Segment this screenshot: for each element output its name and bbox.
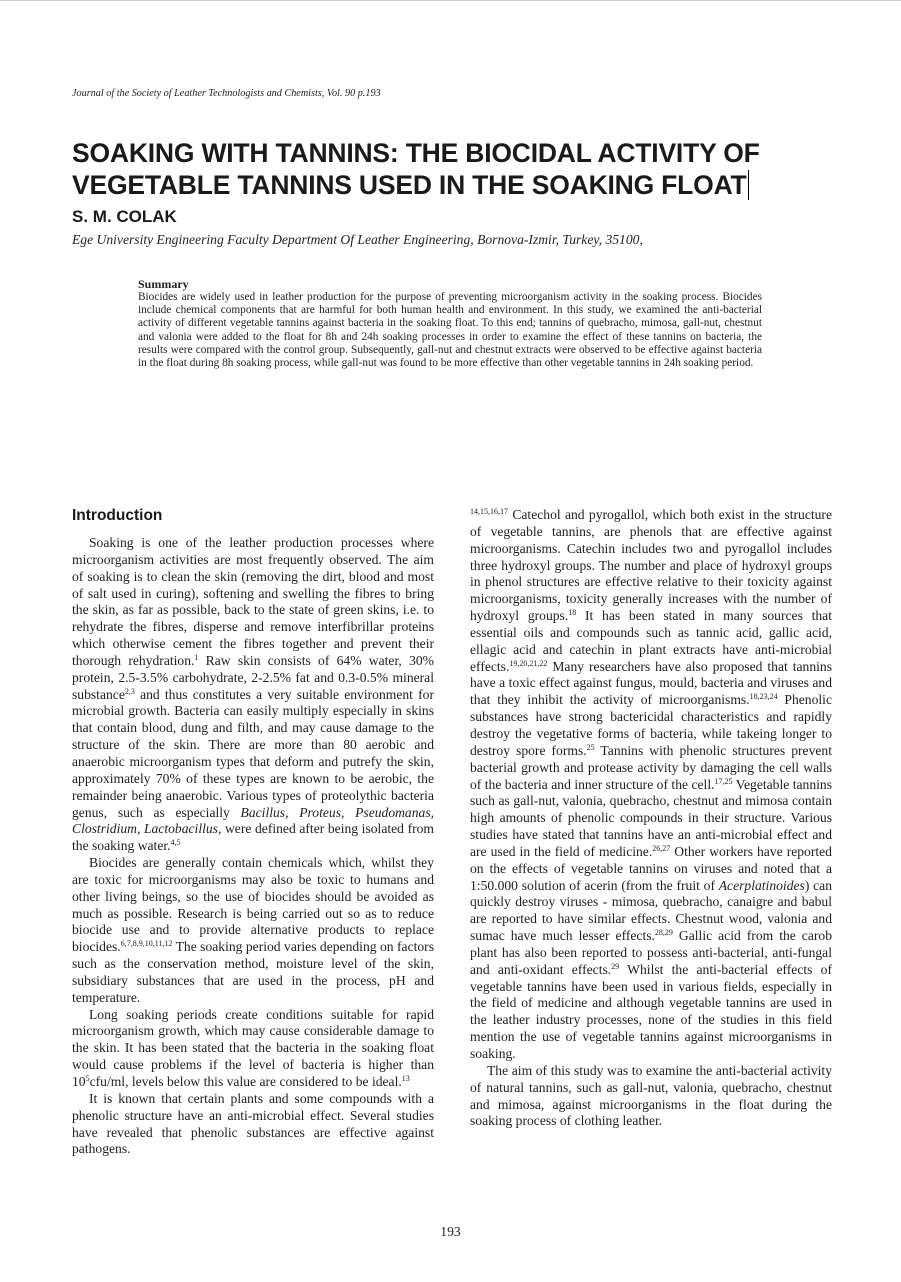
intro-paragraph-5: The aim of this study was to examine the anti-bacterial activity of natural tannins, such as gall-nut, valonia, quebracho, chestnut and mimosa, against microorganisms in the float during the soaking process of clothing leather. bbox=[470, 1062, 832, 1129]
citation-ref: 1 bbox=[194, 652, 199, 662]
text-run: The soaking period varies depending on factors such as the conservation method, moisture level of the skin, subsidiary substances that are used in the process, pH and temperature. bbox=[72, 939, 434, 1005]
species-name: Acerplatinoides bbox=[718, 877, 805, 893]
citation-ref: 17,25 bbox=[714, 776, 733, 786]
text-run: Long soaking periods create conditions suitable for rapid microorganism growth, which may cause considerable damage to the skin. It has been stated that the bacteria in the soaking float would cause problems if the level of bacteria is higher than 10 bbox=[72, 1006, 434, 1089]
text-run: ) can quickly destroy viruses - mimosa, quebracho, canaigre and babul are reported to have similar effects. Chestnut wood, valonia and sumac have much lesser effects. bbox=[470, 877, 832, 944]
author-name: S. M. COLAK bbox=[72, 207, 177, 226]
title-line-2: VEGETABLE TANNINS USED IN THE SOAKING FLOAT bbox=[72, 170, 747, 200]
title-line-1: SOAKING WITH TANNINS: THE BIOCIDAL ACTIVITY OF bbox=[72, 138, 760, 168]
text-run: and thus constitutes a very suitable environment for microbial growth. Bacteria can easily multiply especially in skins that contain blood, dung and filth, and may cause damage to the structure of the skin. There are more than 80 aerobic and anaerobic microorganism types that deform and putrefy the skin, approximately 70% of these types are known to be aerobic, the remainder being anaerobic. Various types of proteolythic bacteria genus, such as especially bbox=[72, 686, 434, 820]
citation-ref: 6,7,8,9,10,11,12 bbox=[120, 939, 173, 949]
article-title bbox=[72, 137, 852, 201]
text-run: It has been stated in many sources that essential oils and compounds such as tannic acid, gallic acid, ellagic acid and catechin in plant extracts have anti-microbial effects. bbox=[470, 608, 832, 674]
intro-paragraph-4-cont bbox=[470, 507, 832, 1063]
exponent: 5 bbox=[85, 1074, 90, 1083]
summary-text: Biocides are widely used in leather production for the purpose of preventing microorganism activity in the soaking process. Biocides include chemical components that are harmful for both human health and environment. In this study, we examined the anti-bacterial activity of different vegetable tannins against bacteria in the soaking float. To this end; tannins of quebracho, mimosa, gall-nut, chestnut and valonia were added to the float for 8h and 24h soaking processes in order to examine the effect of these tannins on bacteria, the results were compared with the control group. Subsequently, gall-nut and chestnut extracts were observed to be effective against bacteria in the float during 8h soaking process, while gall-nut was found to be more effective than other vegetable tannins in 24h soaking period. bbox=[138, 291, 762, 370]
text-run: Biocides are generally contain chemicals which, whilst they are toxic for microorganisms may also be toxic to humans and other living beings, so the use of biocides should be avoided as much as possible. Research is being carried out so as to reduce biocide use and to provide alternative products to replace biocides. bbox=[72, 855, 434, 955]
summary-section bbox=[138, 277, 762, 370]
text-run: cfu/ml, levels below this value are considered to be ideal. bbox=[89, 1074, 402, 1089]
text-run: Other workers have reported on the effects of vegetable tannins on viruses and noted that a 1:50.000 solution of acerin (from the fruit of bbox=[470, 843, 832, 893]
citation-ref: 25 bbox=[586, 742, 595, 752]
citation-ref: 28,29 bbox=[654, 928, 673, 938]
text-run: Tannins with phenolic structures prevent bacterial growth and protease activity by damaging the cell walls of the bacteria and inner structure of the cell. bbox=[470, 742, 832, 792]
author-affiliation: Ege University Engineering Faculty Department Of Leather Engineering, Bornova-Izmir, Turkey, 35100, bbox=[72, 232, 643, 247]
text-run: Phenolic substances have strong bactericidal characteristics and rapidly destroy the vegetative forms of bacteria, while takeing longer to destroy spore forms. bbox=[470, 692, 832, 758]
intro-paragraph-2 bbox=[72, 855, 434, 1007]
text-cursor bbox=[748, 170, 750, 200]
right-column bbox=[470, 507, 832, 1130]
intro-paragraph-1 bbox=[72, 535, 434, 855]
citation-ref: 29 bbox=[611, 961, 620, 971]
citation-ref: 4,5 bbox=[170, 838, 181, 848]
intro-paragraph-3 bbox=[72, 1007, 434, 1091]
citation-ref: 19,20,21,22 bbox=[509, 658, 548, 668]
text-run: Catechol and pyrogallol, which both exist in the structure of vegetable tannins, are phenols that are effective against microorganisms. Catechin includes two and pyrogallol includes three hydroxyl groups. The number and place of hydroxyl groups in phenol structures are effective relative to their toxicity against microorganisms, toxicity generally increases with the number of hydroxyl groups. bbox=[470, 507, 832, 624]
left-column bbox=[72, 506, 434, 1158]
citation-ref: 18 bbox=[568, 608, 577, 618]
text-run: Whilst the anti-bacterial effects of vegetable tannins have been used in various fields, especially in the field of medicine and although vegetable tannins are used in the leather industry processes, none of the studies in this field mention the use of vegetable tannins against microorganisms in soaking. bbox=[470, 961, 832, 1061]
citation-ref: 13 bbox=[401, 1074, 410, 1083]
genera-names: Bacillus, Proteus, Pseudomanas, Clostridium, Lactobacillus bbox=[72, 804, 435, 837]
page-number: 193 bbox=[440, 1224, 461, 1239]
text-run: Soaking is one of the leather production processes where microorganism activities are most frequently observed. The aim of soaking is to clean the skin (removing the dirt, blood and most of salt used in curing), softening and swelling the fibres to bring the skin, as far as possible, back to the state of green skins, i.e. to rehydrate the fibres, disperse and remove interfibrillar proteins which otherwise cement the fibres together and prevent their thorough rehydration. bbox=[72, 535, 434, 668]
summary-heading: Summary bbox=[138, 277, 189, 291]
citation-ref: 18,23,24 bbox=[749, 692, 778, 702]
introduction-heading: Introduction bbox=[72, 507, 163, 524]
intro-paragraph-4-start bbox=[72, 1091, 434, 1158]
text-run: Gallic acid from the carob plant has also been reported to possess anti-bacterial, anti-fungal and anti-oxidant effects. bbox=[470, 928, 832, 977]
text-run: Vegetable tannins such as gall-nut, valonia, quebracho, chestnut and mimosa contain high amounts of phenolic compounds in their structure. Various studies have stated that tannins have an anti-microbial effect and are used in the field of medicine. bbox=[470, 776, 832, 859]
citation-ref: 2,3 bbox=[124, 686, 135, 696]
text-run: Raw skin consists of 64% water, 30% protein, 2.5-3.5% carbohydrate, 2-2.5% fat and 0.3-0.5% mineral substance bbox=[72, 652, 434, 702]
citation-ref: 26,27 bbox=[652, 843, 671, 853]
journal-citation: Journal of the Society of Leather Technologists and Chemists, Vol. 90 p.193 bbox=[72, 88, 381, 99]
text-run: , were defined after being isolated from the soaking water. bbox=[72, 821, 434, 854]
text-run: Many researchers have also proposed that tannins have a toxic effect against fungus, mould, bacteria and viruses and that they inhibit the activity of microorganisms. bbox=[470, 658, 832, 708]
citation-ref: 14,15,16,17 bbox=[470, 507, 508, 516]
text-run: It is known that certain plants and some compounds with a phenolic structure have an anti-microbial effect. Several studies have revealed that phenolic substances are effective against pathogens. bbox=[72, 1090, 434, 1157]
